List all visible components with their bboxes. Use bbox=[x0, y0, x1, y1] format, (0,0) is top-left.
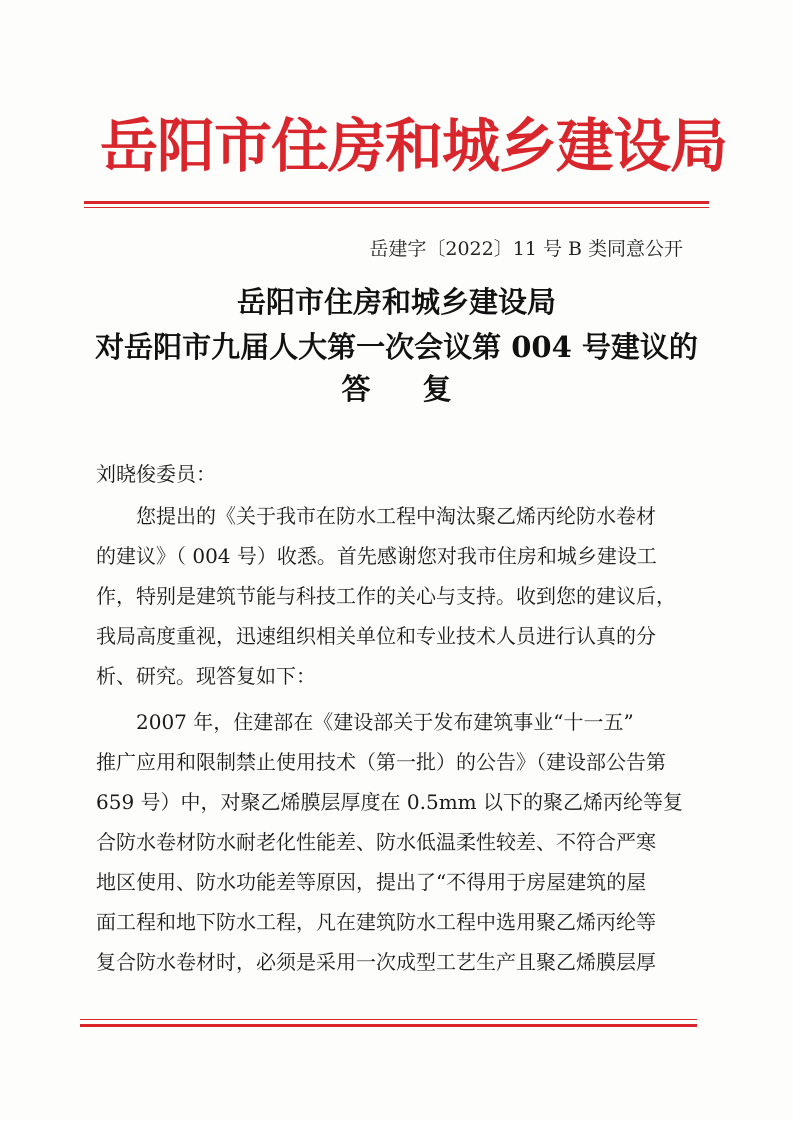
body-line: 2007 年，住建部在《建设部关于发布建筑事业“十一五” bbox=[136, 710, 634, 734]
title-line-1: 岳阳市住房和城乡建设局 bbox=[236, 285, 556, 319]
body-line: 您提出的《关于我市在防水工程中淘汰聚乙烯丙纶防水卷材 bbox=[136, 504, 656, 528]
document-number: 岳建字〔2022〕11 号 B 类同意公开 bbox=[369, 238, 683, 260]
body-line: 面工程和地下防水工程，凡在建筑防水工程中选用聚乙烯丙纶等 bbox=[96, 910, 656, 934]
body-line: 659 号）中，对聚乙烯膜层厚度在 0.5mm 以下的聚乙烯丙纶等复 bbox=[96, 790, 683, 814]
body-line: 作，特别是建筑节能与科技工作的关心与支持。收到您的建议后， bbox=[96, 584, 676, 608]
letterhead-red-rule-thick bbox=[84, 201, 709, 204]
letterhead-red-rule-thin bbox=[84, 207, 709, 208]
body-line: 的建议》（ 004 号）收悉。首先感谢您对我市住房和城乡建设工 bbox=[96, 544, 657, 568]
body-line: 我局高度重视，迅速组织相关单位和专业技术人员进行认真的分 bbox=[96, 624, 656, 648]
letterhead-org-name: 岳阳市住房和城乡建设局 bbox=[100, 112, 728, 180]
title-line-3: 答复 bbox=[341, 372, 504, 406]
body-line: 合防水卷材防水耐老化性能差、防水低温柔性较差、不符合严寒 bbox=[96, 830, 656, 854]
body-line: 推广应用和限制禁止使用技术（第一批）的公告》（建设部公告第 bbox=[96, 750, 666, 774]
footer-red-rule-thick bbox=[80, 1024, 697, 1027]
footer-red-rule-thin bbox=[80, 1019, 697, 1020]
body-line: 地区使用、防水功能差等原因，提出了“不得用于房屋建筑的屋 bbox=[96, 870, 647, 894]
body-line: 复合防水卷材时，必须是采用一次成型工艺生产且聚乙烯膜层厚 bbox=[96, 950, 656, 974]
body-line: 析、研究。现答复如下： bbox=[96, 664, 316, 688]
title-line-2: 对岳阳市九届人大第一次会议第 004 号建议的 bbox=[95, 330, 698, 364]
salutation: 刘晓俊委员： bbox=[96, 462, 216, 486]
